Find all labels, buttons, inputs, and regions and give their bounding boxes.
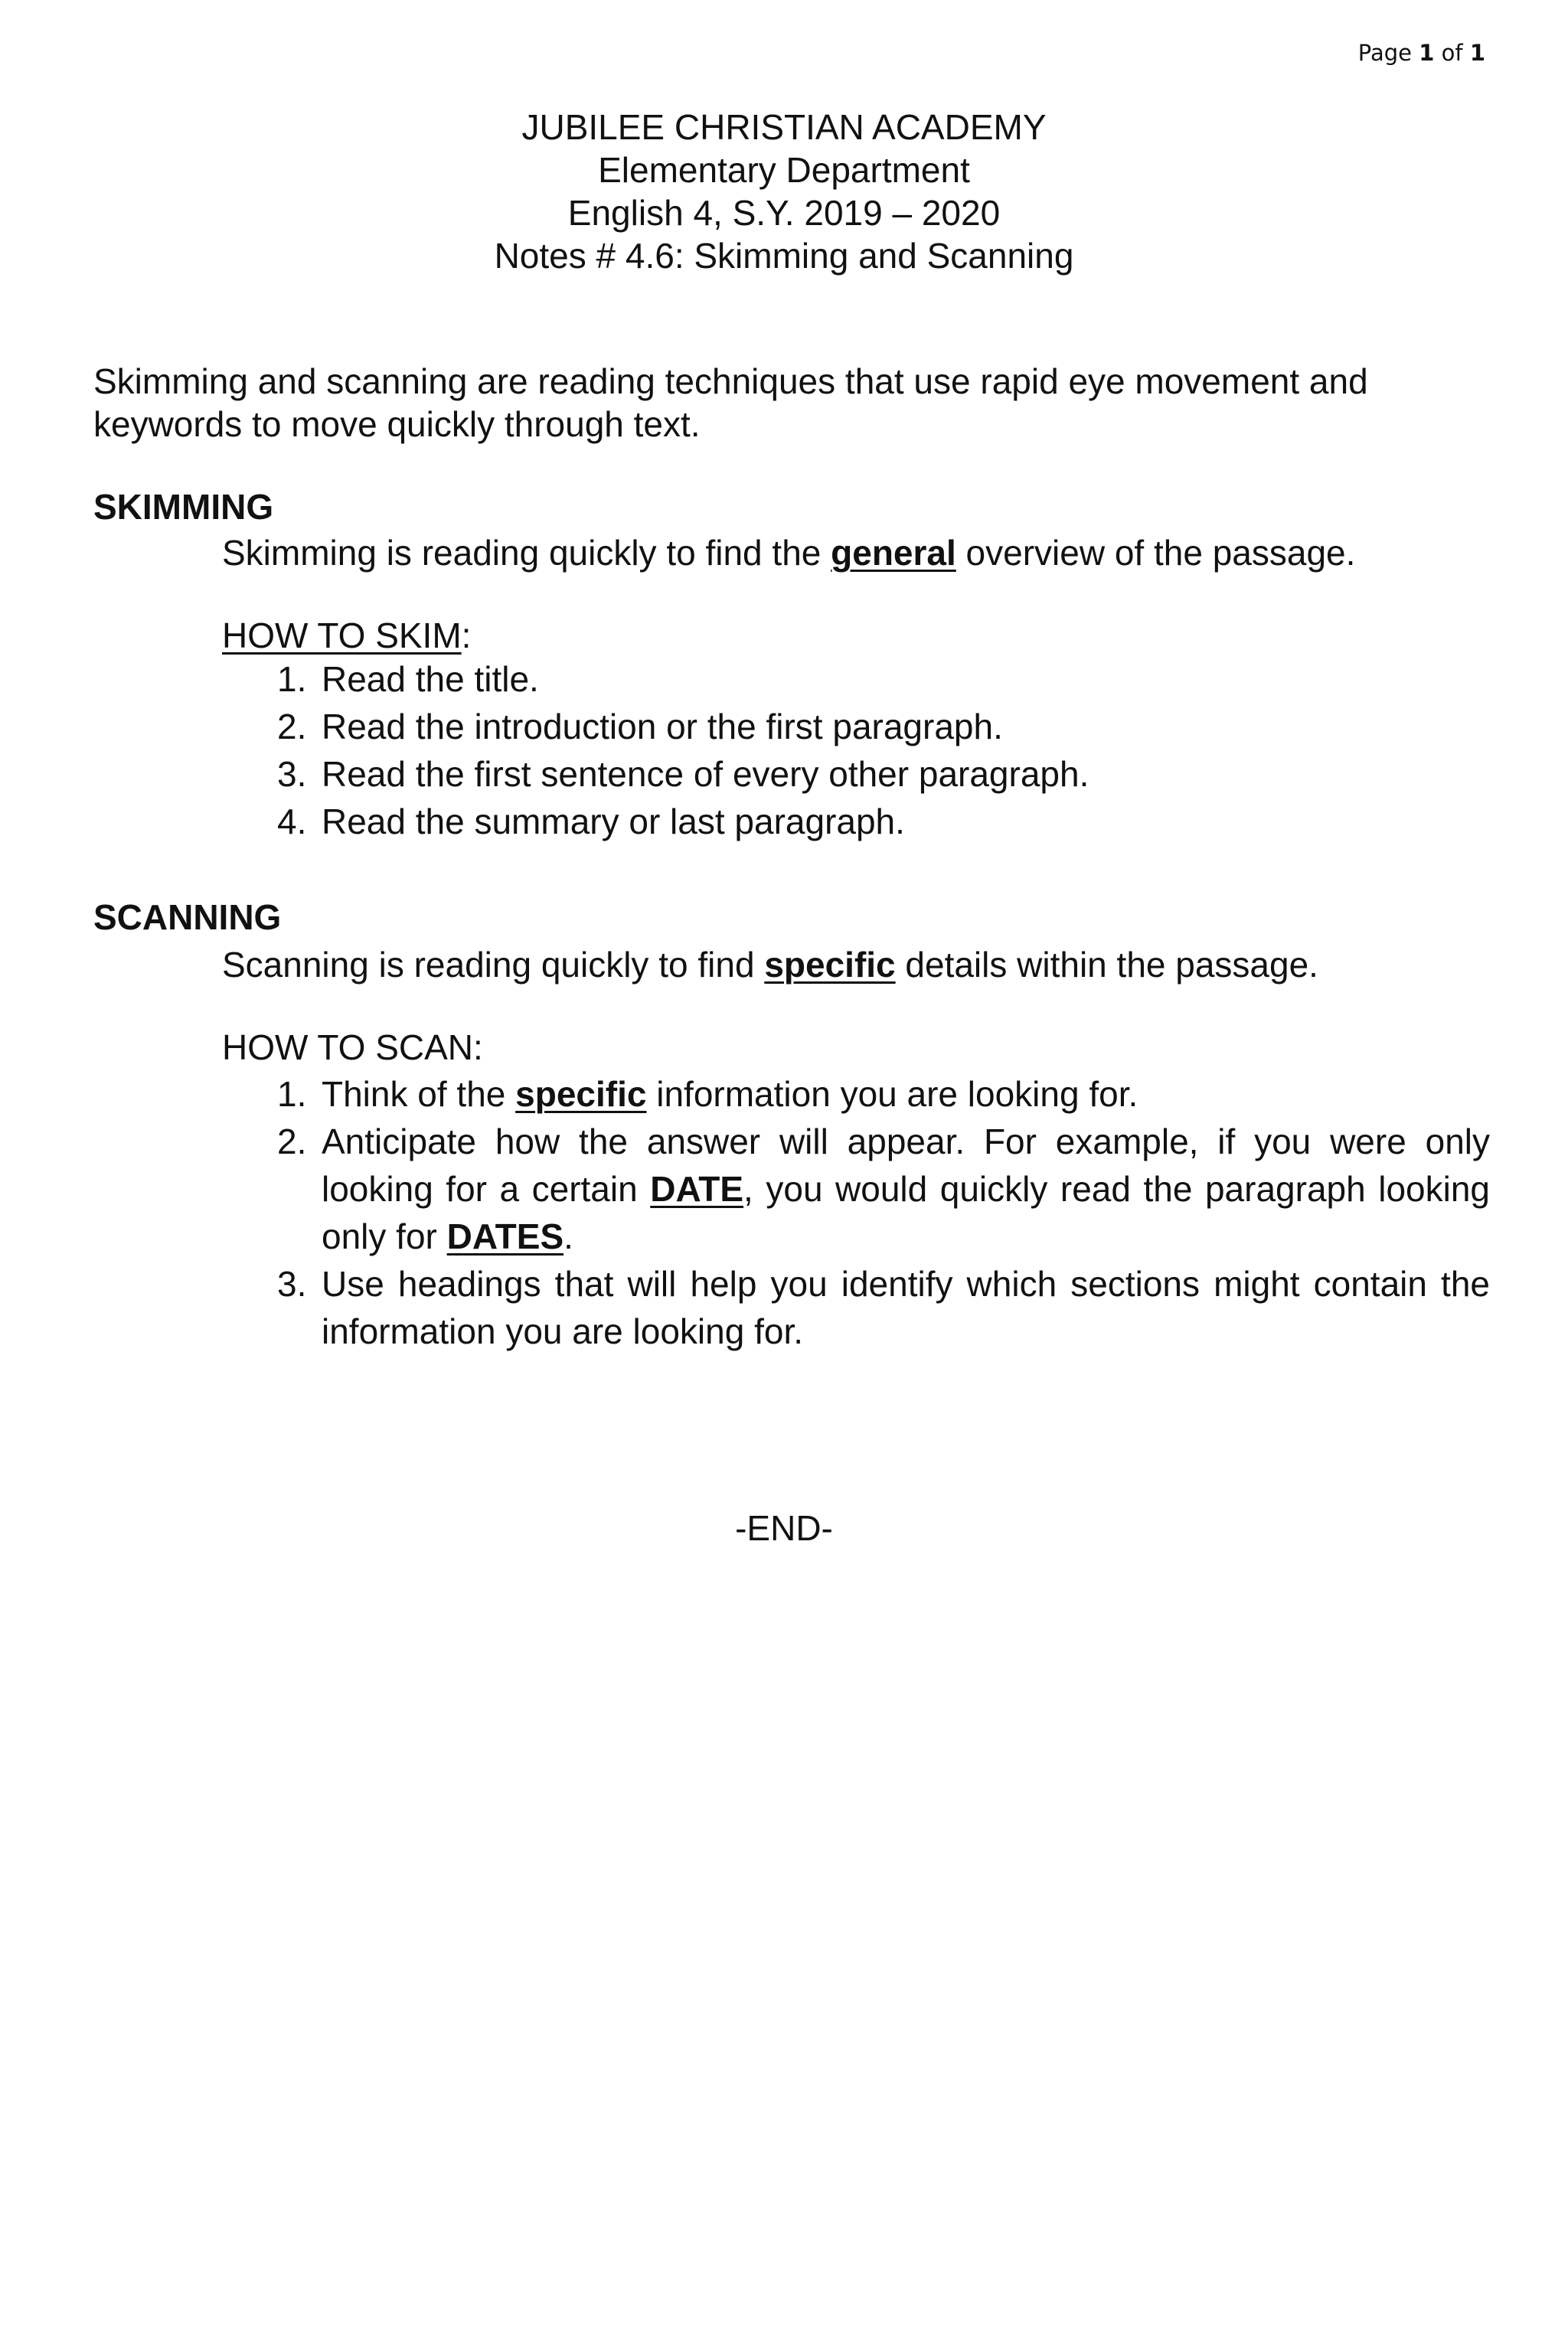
end-marker: -END-: [735, 1508, 833, 1548]
skim-step-number: 1.: [277, 659, 307, 699]
school-name: JUBILEE CHRISTIAN ACADEMY: [521, 107, 1047, 147]
skim-step-number: 3.: [277, 754, 307, 794]
skim-steps-list: [277, 655, 1490, 845]
scan-step1-after: information you are looking for.: [646, 1074, 1138, 1114]
scan-step2-keyword2: DATES: [446, 1216, 564, 1256]
scan-step-number: 2.: [277, 1122, 307, 1161]
scan-steps-list: [277, 1070, 1490, 1355]
scanning-definition-after: details within the passage.: [895, 945, 1318, 985]
list-item: [277, 1260, 1490, 1355]
scan-step1-keyword: specific: [515, 1074, 647, 1114]
how-to-skim-colon: :: [461, 616, 472, 655]
how-to-skim-label: [222, 614, 471, 657]
scan-step2-part1: Anticipate how the answer will appear. For example, if you were only looking for a certain: [322, 1122, 1490, 1209]
how-to-scan-label: HOW TO SCAN:: [222, 1027, 483, 1067]
skimming-definition-keyword: general: [831, 533, 956, 573]
page-number: [1358, 40, 1485, 66]
scan-step2-part2: , you would quickly read the paragraph looking only for: [322, 1169, 1490, 1256]
scan-step-number: 3.: [277, 1264, 307, 1304]
document-header: [0, 106, 1568, 277]
scanning-heading: SCANNING: [93, 897, 282, 937]
scan-step-text: [322, 1070, 1490, 1118]
list-item: [277, 1118, 1490, 1260]
skimming-definition: [222, 531, 1355, 574]
page-number-prefix: Page: [1357, 40, 1413, 66]
department-name: Elementary Department: [598, 150, 970, 190]
scan-step1-before: Think of the: [322, 1074, 516, 1114]
course-line: English 4, S.Y. 2019 – 2020: [567, 193, 1001, 233]
skim-step-text: Read the summary or last paragraph.: [322, 802, 905, 841]
page-number-separator: of: [1441, 40, 1463, 66]
skim-step-text: Read the first sentence of every other paragraph.: [322, 754, 1089, 794]
scan-step-text: Use headings that will help you identify which sections might contain the information you are looking for.: [322, 1264, 1490, 1351]
list-item: [277, 750, 1490, 798]
list-item: [277, 703, 1490, 750]
scan-step2-part3: .: [564, 1216, 573, 1256]
skim-step-number: 2.: [277, 707, 307, 746]
intro-paragraph: Skimming and scanning are reading techniques that use rapid eye movement and keywords to move quickly through text.: [93, 361, 1368, 444]
list-item: [277, 798, 1490, 845]
skim-step-text: Read the title.: [322, 659, 539, 699]
scan-step-number: 1.: [277, 1074, 307, 1114]
page-number-total: 1: [1469, 40, 1485, 66]
skim-step-text: Read the introduction or the first paragraph.: [322, 707, 1003, 746]
list-item: [277, 1070, 1490, 1118]
skimming-definition-after: overview of the passage.: [956, 533, 1356, 573]
skimming-definition-before: Skimming is reading quickly to find the: [222, 533, 831, 573]
scanning-definition-keyword: specific: [764, 945, 896, 985]
scan-step-text: [322, 1118, 1490, 1260]
skim-step-number: 4.: [277, 802, 307, 841]
skimming-heading: SKIMMING: [93, 487, 274, 527]
scan-step2-keyword1: DATE: [650, 1169, 744, 1209]
notes-title: Notes # 4.6: Skimming and Scanning: [494, 236, 1074, 276]
page-number-current: 1: [1419, 40, 1435, 66]
scanning-definition: [222, 943, 1318, 986]
how-to-skim-text: HOW TO SKIM: [222, 616, 462, 655]
scanning-definition-before: Scanning is reading quickly to find: [222, 945, 765, 985]
list-item: [277, 655, 1490, 703]
